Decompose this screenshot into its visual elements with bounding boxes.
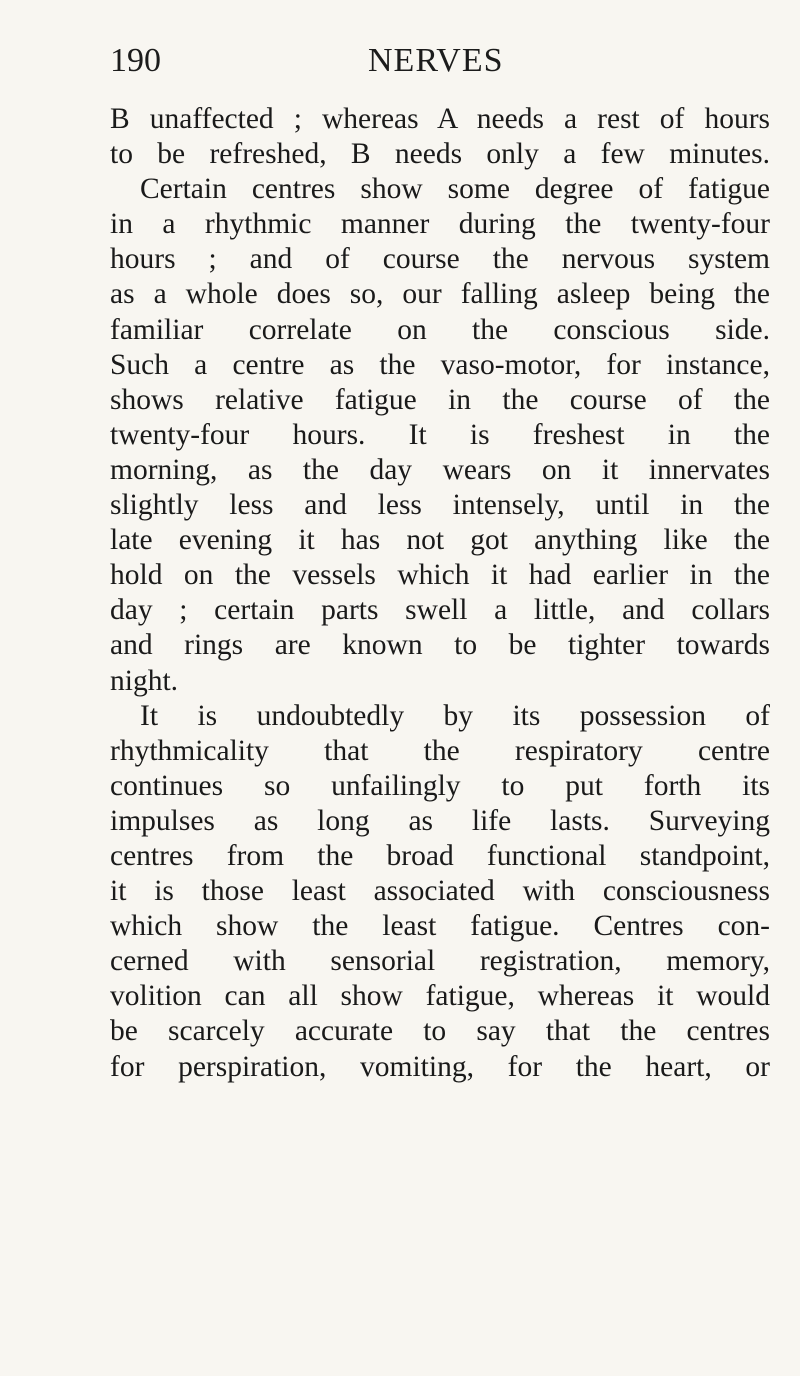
text-line: it is those least associated with consciousness <box>110 875 770 908</box>
text-line: be scarcely accurate to say that the centres <box>110 1015 770 1048</box>
text-line: night. <box>110 664 179 697</box>
text-line: morning, as the day wears on it innervates <box>110 453 770 486</box>
text-line: Such a centre as the vaso-motor, for instance, <box>110 348 770 381</box>
text-line: hold on the vessels which it had earlier in the <box>110 559 770 592</box>
text-line: rhythmicality that the respiratory centre <box>110 734 770 767</box>
text-line: centres from the broad functional standpoint, <box>110 839 770 872</box>
body-text <box>110 102 770 1085</box>
text-line: in a rhythmic manner during the twenty-four <box>110 208 770 241</box>
text-line: late evening it has not got anything like the <box>110 524 770 557</box>
text-line: hours ; and of course the nervous system <box>110 243 770 276</box>
text-line: Certain centres show some degree of fatigue <box>140 173 770 206</box>
text-line: twenty-four hours. It is freshest in the <box>110 418 770 451</box>
text-line: It is undoubtedly by its possession of <box>140 699 770 732</box>
text-line: day ; certain parts swell a little, and collars <box>110 594 770 627</box>
text-line: cerned with sensorial registration, memory, <box>110 945 770 978</box>
text-line: which show the least fatigue. Centres con- <box>110 910 770 943</box>
text-line: shows relative fatigue in the course of the <box>110 383 770 416</box>
text-line: continues so unfailingly to put forth its <box>110 769 770 802</box>
text-line: B unaffected ; whereas A needs a rest of hours <box>110 103 770 135</box>
text-line: familiar correlate on the conscious side. <box>110 313 770 346</box>
text-line: for perspiration, vomiting, for the heart, or <box>110 1050 770 1083</box>
running-title: NERVES <box>368 42 504 79</box>
page-number: 190 <box>110 42 161 79</box>
text-line: volition can all show fatigue, whereas it would <box>110 980 770 1013</box>
text-line: as a whole does so, our falling asleep being the <box>110 278 770 311</box>
text-line: and rings are known to be tighter towards <box>110 629 770 662</box>
text-line: to be refreshed, B needs only a few minutes. <box>110 138 770 171</box>
text-line: impulses as long as life lasts. Surveying <box>110 804 770 837</box>
running-head <box>0 42 800 92</box>
text-line: slightly less and less intensely, until in the <box>110 489 770 522</box>
